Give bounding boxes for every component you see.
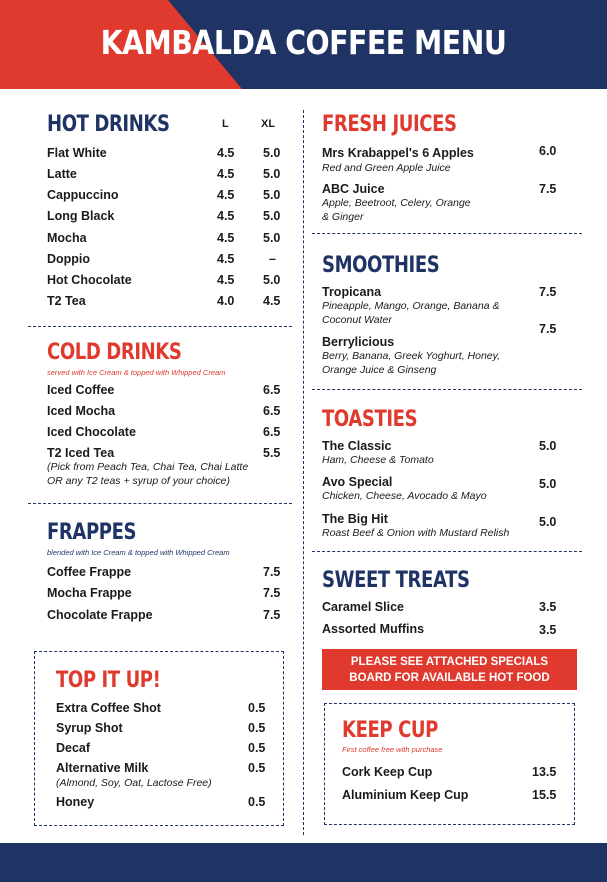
menu-item-price: 7.5 — [263, 586, 281, 600]
menu-item-name: Caramel Slice — [322, 600, 404, 614]
keep-cup-title: KEEP CUP — [342, 718, 438, 743]
col-header-l: L — [222, 118, 229, 130]
price-l: 4.5 — [217, 231, 235, 245]
col-header-xl: XL — [261, 118, 276, 130]
t2-iced-tea-note-line1: (Pick from Peach Tea, Chai Tea, Chai Latte — [47, 461, 249, 473]
section-divider — [28, 503, 292, 504]
menu-item-price: 15.5 — [532, 788, 557, 802]
menu-item-price: 6.0 — [539, 144, 557, 158]
price-l: 4.5 — [217, 252, 235, 266]
menu-item-price: 7.5 — [539, 182, 557, 196]
menu-item-name: T2 Tea — [47, 294, 86, 308]
price-xl: 5.0 — [263, 188, 281, 202]
column-divider — [303, 110, 304, 835]
section-divider — [28, 326, 292, 327]
menu-item-name: Iced Coffee — [47, 383, 115, 397]
price-l: 4.0 — [217, 294, 235, 308]
keep-cup-note: First coffee free with purchase — [342, 745, 443, 754]
menu-item-name: Alternative Milk — [56, 761, 149, 775]
section-divider — [312, 233, 582, 234]
menu-item-name: Iced Mocha — [47, 404, 116, 418]
menu-item-name: Tropicana — [322, 285, 382, 299]
t2-iced-tea-note-line2: OR any T2 teas + syrup of your choice) — [47, 475, 230, 487]
menu-item-description: Berry, Banana, Greek Yoghurt, Honey, — [322, 350, 501, 362]
menu-item-price: 3.5 — [539, 600, 557, 614]
menu-item-price: 0.5 — [248, 795, 266, 809]
menu-item-price: 0.5 — [248, 701, 266, 715]
menu-item-name: Mrs Krabappel's 6 Apples — [322, 146, 474, 160]
menu-item-name: Latte — [47, 167, 77, 181]
menu-item-price: 6.5 — [263, 404, 281, 418]
header-banner — [0, 0, 607, 89]
top-it-up-title: TOP IT UP! — [56, 668, 161, 693]
menu-item-name: Hot Chocolate — [47, 273, 132, 287]
menu-item-price: 7.5 — [539, 322, 557, 336]
alternative-milk-note: (Almond, Soy, Oat, Lactose Free) — [56, 777, 212, 789]
specials-banner-line2: BOARD FOR AVAILABLE HOT FOOD — [349, 672, 550, 684]
menu-item-name: Syrup Shot — [56, 721, 123, 735]
specials-banner — [322, 649, 577, 690]
price-l: 4.5 — [217, 209, 235, 223]
sweet-treats-title: SWEET TREATS — [322, 568, 470, 593]
menu-item-name: Mocha Frappe — [47, 586, 132, 600]
menu-item-price: 7.5 — [539, 285, 557, 299]
hot-drinks-title: HOT DRINKS — [47, 112, 170, 137]
menu-item-price: 5.0 — [539, 477, 557, 491]
menu-item-name: Cappuccino — [47, 188, 119, 202]
menu-item-name: Mocha — [47, 231, 87, 245]
menu-item-name: Doppio — [47, 252, 91, 266]
footer-bar — [0, 843, 607, 882]
menu-item-name: Assorted Muffins — [322, 622, 425, 636]
price-xl: – — [269, 252, 276, 266]
menu-item-description: Roast Beef & Onion with Mustard Relish — [322, 527, 510, 539]
menu-item-price: 5.5 — [263, 446, 281, 460]
menu-item-name: ABC Juice — [322, 182, 385, 196]
price-xl: 5.0 — [263, 231, 281, 245]
menu-item-price: 6.5 — [263, 425, 281, 439]
price-l: 4.5 — [217, 273, 235, 287]
menu-item-price: 0.5 — [248, 761, 266, 775]
menu-item-price: 13.5 — [532, 765, 557, 779]
cold-drinks-title: COLD DRINKS — [47, 340, 182, 365]
menu-item-description: Chicken, Cheese, Avocado & Mayo — [322, 490, 487, 502]
menu-title: KAMBALDA COFFEE MENU — [100, 23, 507, 62]
menu-item-price: 7.5 — [263, 608, 281, 622]
menu-item-description: Coconut Water — [322, 314, 392, 326]
menu-item-description: Ham, Cheese & Tomato — [322, 454, 434, 466]
menu-item-name: Avo Special — [322, 475, 393, 489]
price-xl: 4.5 — [263, 294, 281, 308]
menu-item-name: Honey — [56, 795, 95, 809]
section-divider — [312, 389, 582, 390]
menu-item-name: Iced Chocolate — [47, 425, 136, 439]
menu-item-price: 5.0 — [539, 439, 557, 453]
price-l: 4.5 — [217, 146, 235, 160]
menu-item-price: 0.5 — [248, 721, 266, 735]
specials-banner-line1: PLEASE SEE ATTACHED SPECIALS — [350, 656, 549, 668]
frappes-title: FRAPPES — [47, 520, 137, 545]
menu-item-name: The Big Hit — [322, 512, 388, 526]
menu-item-name: T2 Iced Tea — [47, 446, 115, 460]
menu-item-name: Decaf — [56, 741, 91, 755]
frappes-note: blended with Ice Cream & topped with Whipped Cream — [47, 548, 230, 557]
cold-drinks-note: served with Ice Cream & topped with Whipped Cream — [47, 368, 226, 377]
price-xl: 5.0 — [263, 167, 281, 181]
menu-item-name: Extra Coffee Shot — [56, 701, 161, 715]
smoothies-title: SMOOTHIES — [322, 253, 440, 278]
menu-item-price: 5.0 — [539, 515, 557, 529]
menu-item-name: Coffee Frappe — [47, 565, 132, 579]
price-xl: 5.0 — [263, 273, 281, 287]
menu-item-price: 7.5 — [263, 565, 281, 579]
menu-item-description: Orange Juice & Ginseng — [322, 364, 437, 376]
menu-item-description: Red and Green Apple Juice — [322, 162, 451, 174]
price-l: 4.5 — [217, 188, 235, 202]
menu-item-description: & Ginger — [322, 211, 364, 223]
toasties-title: TOASTIES — [322, 407, 418, 432]
menu-item-description: Apple, Beetroot, Celery, Orange — [322, 197, 471, 209]
fresh-juices-title: FRESH JUICES — [322, 112, 457, 137]
menu-item-price: 3.5 — [539, 623, 557, 637]
menu-item-name: Berrylicious — [322, 335, 395, 349]
menu-item-description: Pineapple, Mango, Orange, Banana & — [322, 300, 500, 312]
menu-item-name: Cork Keep Cup — [342, 765, 433, 779]
menu-item-price: 6.5 — [263, 383, 281, 397]
menu-item-name: Long Black — [47, 209, 115, 223]
menu-item-name: Flat White — [47, 146, 107, 160]
price-xl: 5.0 — [263, 146, 281, 160]
menu-item-name: The Classic — [322, 439, 392, 453]
menu-item-name: Aluminium Keep Cup — [342, 788, 469, 802]
price-xl: 5.0 — [263, 209, 281, 223]
menu-item-name: Chocolate Frappe — [47, 608, 153, 622]
price-l: 4.5 — [217, 167, 235, 181]
menu-item-price: 0.5 — [248, 741, 266, 755]
section-divider — [312, 551, 582, 552]
